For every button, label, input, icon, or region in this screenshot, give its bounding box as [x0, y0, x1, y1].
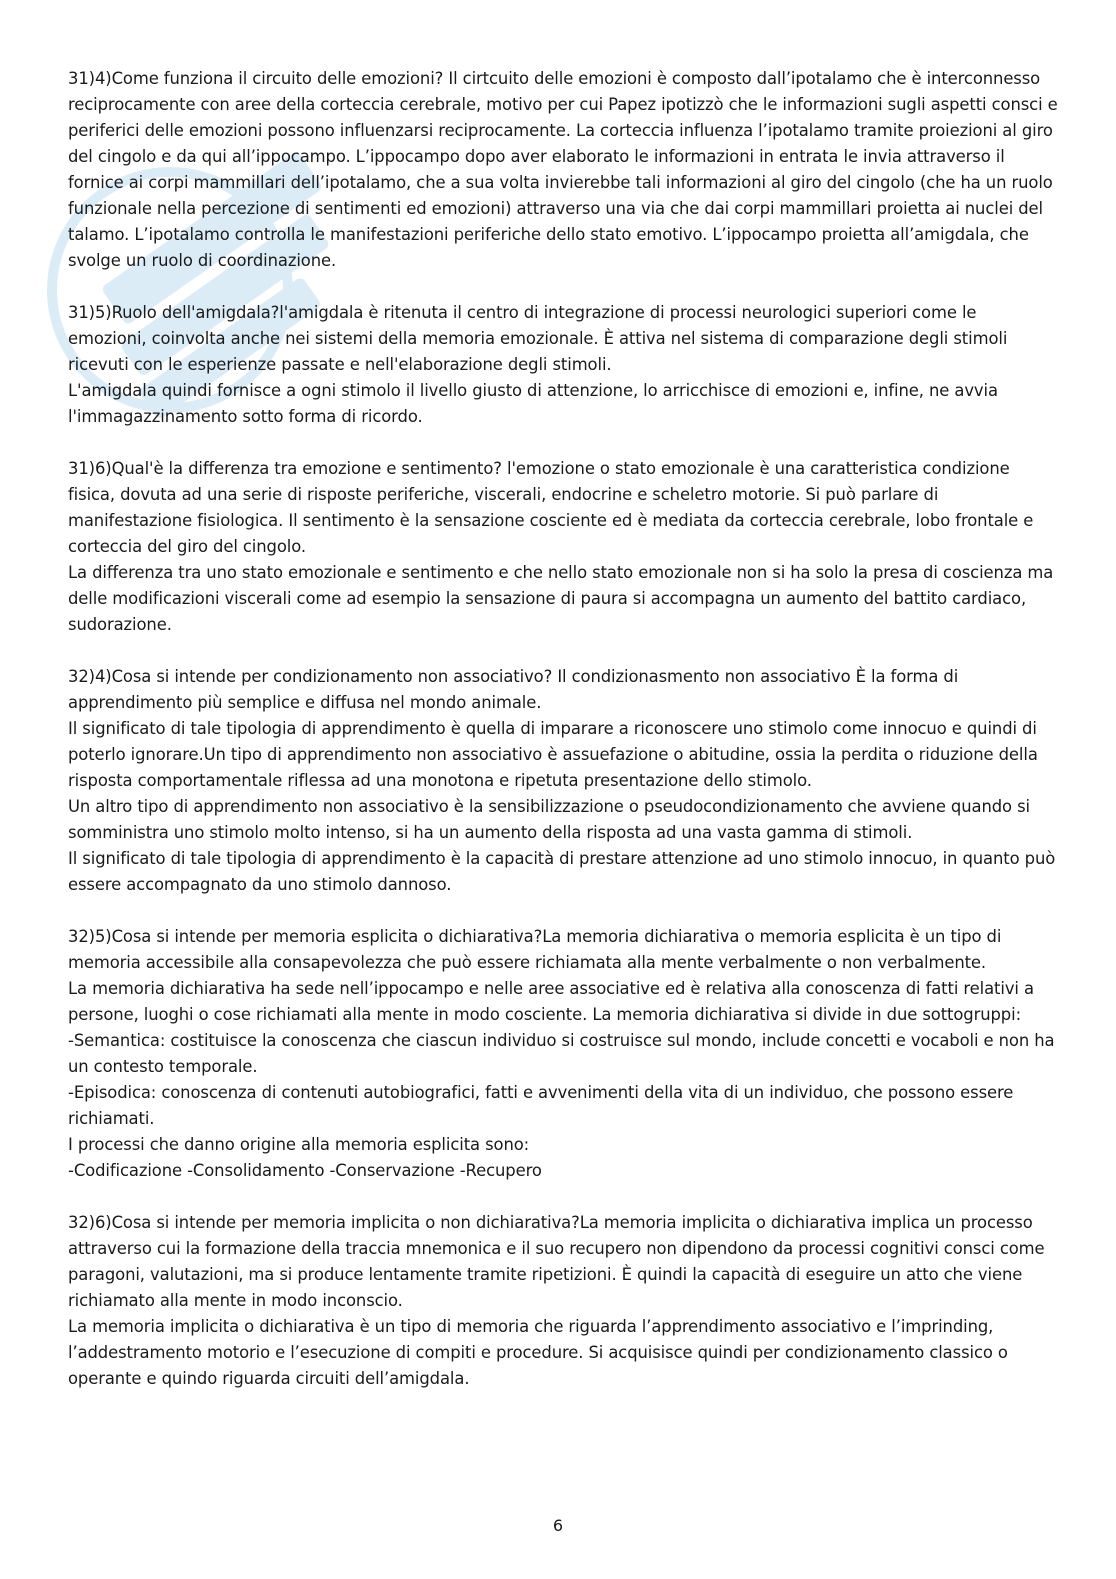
section-paragraph: -Semantica: costituisce la conoscenza che ciascun individuo si costruisce sul mondo, include concetti e vocaboli e non ha un contesto temporale.	[68, 1031, 1055, 1076]
answer-section-32-5	[68, 924, 1058, 1184]
answer-section-31-5	[68, 300, 1058, 430]
section-paragraph: Un altro tipo di apprendimento non associativo è la sensibilizzazione o pseudocondizionamento che avviene quando si somministra uno stimolo molto intenso, si ha un aumento della risposta ad una vasta gamma di stimoli.	[68, 797, 1030, 842]
section-paragraph: -Codificazione -Consolidamento -Conservazione -Recupero	[68, 1161, 542, 1180]
section-paragraph: 31)6)Qual'è la differenza tra emozione e sentimento? l'emozione o stato emozionale è una caratteristica condizione fisica, dovuta ad una serie di risposte periferiche, viscerali, endocrine e scheletro motorie. Si può parlare di manifestazione fisiologica. Il sentimento è la sensazione cosciente ed è mediata da corteccia cerebrale, lobo frontale e corteccia del giro del cingolo.	[68, 459, 1034, 556]
section-paragraph: La differenza tra uno stato emozionale e sentimento e che nello stato emozionale non si ha solo la presa di coscienza ma delle modificazioni viscerali come ad esempio la sensazione di paura si accompagna un aumento del battito cardiaco, sudorazione.	[68, 563, 1054, 634]
answer-section-32-4	[68, 664, 1058, 898]
section-paragraph: 31)5)Ruolo dell'amigdala?l'amigdala è ritenuta il centro di integrazione di processi neurologici superiori come le emozioni, coinvolta anche nei sistemi della memoria emozionale. È attiva nel sistema di comparazione degli stimoli ricevuti con le esperienze passate e nell'elaborazione degli stimoli.	[68, 303, 1008, 374]
section-paragraph: I processi che danno origine alla memoria esplicita sono:	[68, 1135, 530, 1154]
section-paragraph: 32)5)Cosa si intende per memoria esplicita o dichiarativa?La memoria dichiarativa o memoria esplicita è un tipo di memoria accessibile alla consapevolezza che può essere richiamata alla mente verbalmente o non verbalmente.	[68, 927, 1002, 972]
section-paragraph: 32)6)Cosa si intende per memoria implicita o non dichiarativa?La memoria implicita o dichiarativa implica un processo attraverso cui la formazione della traccia mnemonica e il suo recupero non dipendono da processi cognitivi consci come paragoni, valutazioni, ma si produce lentamente tramite ripetizioni. È quindi la capacità di eseguire un atto che viene richiamato alla mente in modo inconscio.	[68, 1213, 1045, 1310]
section-paragraph: La memoria implicita o dichiarativa è un tipo di memoria che riguarda l’apprendimento associativo e l’imprinding, l’addestramento motorio e l’esecuzione di compiti e procedure. Si acquisisce quindi per condizionamento classico o operante e quindo riguarda circuiti dell’amigdala.	[68, 1317, 1008, 1388]
answer-section-31-4	[68, 66, 1058, 274]
section-paragraph: 32)4)Cosa si intende per condizionamento non associativo? Il condizionasmento non associativo È la forma di apprendimento più semplice e diffusa nel mondo animale.	[68, 667, 959, 712]
page-number: 6	[552, 1516, 564, 1535]
answer-section-32-6	[68, 1210, 1058, 1392]
section-paragraph: Il significato di tale tipologia di apprendimento è quella di imparare a riconoscere uno stimolo come innocuo e quindi di poterlo ignorare.Un tipo di apprendimento non associativo è assuefazione o abitudine, ossia la perdita o riduzione della risposta comportamentale riflessa ad una monotona e ripetuta presentazione dello stimolo.	[68, 719, 1038, 790]
section-paragraph: 31)4)Come funziona il circuito delle emozioni? Il cirtcuito delle emozioni è composto dall’ipotalamo che è interconnesso reciprocamente con aree della corteccia cerebrale, motivo per cui Papez ipotizzò che le informazioni sugli aspetti consci e periferici delle emozioni possono influenzarsi reciprocamente. La corteccia influenza l’ipotalamo tramite proiezioni al giro del cingolo e da qui all’ippocampo. L’ippocampo dopo aver elaborato le informazioni in entrata le invia attraverso il fornice ai corpi mammillari dell’ipotalamo, che a sua volta invierebbe tali informazioni al giro del cingolo (che ha un ruolo funzionale nella percezione di sentimenti ed emozioni) attraverso una via che dai corpi mammillari proietta ai nuclei del talamo. L’ipotalamo controlla le manifestazioni periferiche dello stato emotivo. L’ippocampo proietta all’amigdala, che svolge un ruolo di coordinazione.	[68, 69, 1058, 270]
answer-section-31-6	[68, 456, 1058, 638]
section-paragraph: -Episodica: conoscenza di contenuti autobiografici, fatti e avvenimenti della vita di un individuo, che possono essere richiamati.	[68, 1083, 1014, 1128]
section-paragraph: L'amigdala quindi fornisce a ogni stimolo il livello giusto di attenzione, lo arricchisce di emozioni e, infine, ne avvia l'immagazzinamento sotto forma di ricordo.	[68, 381, 998, 426]
section-paragraph: Il significato di tale tipologia di apprendimento è la capacità di prestare attenzione ad uno stimolo innocuo, in quanto può essere accompagnato da uno stimolo dannoso.	[68, 849, 1056, 894]
document-body	[68, 66, 1058, 1418]
section-paragraph: La memoria dichiarativa ha sede nell’ippocampo e nelle aree associative ed è relativa alla conoscenza di fatti relativi a persone, luoghi o cose richiamati alla mente in modo cosciente. La memoria dichiarativa si divide in due sottogruppi:	[68, 979, 1034, 1024]
